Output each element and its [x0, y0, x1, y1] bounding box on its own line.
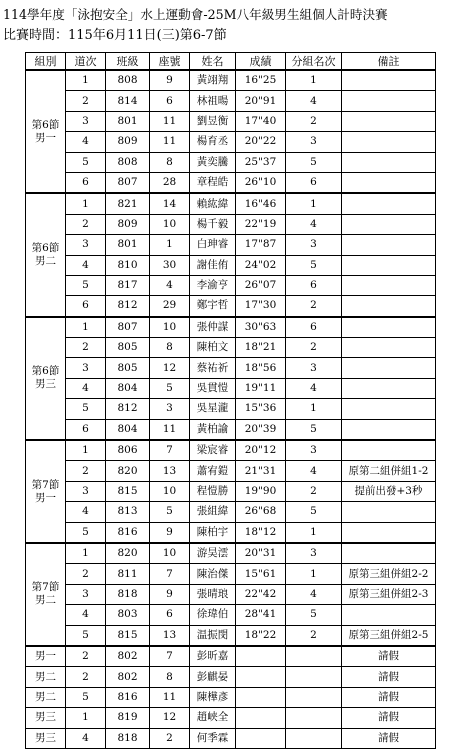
rank-cell: 2: [286, 338, 342, 358]
time-cell: 18"56: [236, 358, 286, 378]
note-cell: 原第三組併組2-2: [342, 564, 436, 584]
time-cell: 22"42: [236, 584, 286, 604]
name-cell: 張晴琅: [190, 584, 236, 604]
table-row: [26, 132, 436, 152]
header-row: [26, 53, 436, 71]
group-label-line: 男二: [35, 255, 56, 268]
time-cell: 19"90: [236, 481, 286, 501]
name-cell: 蕭宥鎧: [190, 461, 236, 481]
lane-cell: 4: [66, 502, 106, 522]
name-cell: 楊育丞: [190, 132, 236, 152]
rank-cell: 1: [286, 193, 342, 214]
note-cell: [342, 111, 436, 131]
lane-cell: 3: [66, 584, 106, 604]
absent-row: [26, 728, 436, 748]
name-cell: 温振閔: [190, 625, 236, 646]
note-cell: 原第三組併組2-3: [342, 584, 436, 604]
seat-cell: 10: [150, 543, 190, 564]
lane-cell: 4: [66, 728, 106, 748]
note-cell: [342, 296, 436, 317]
group-cell: 男二: [26, 667, 66, 687]
note-cell: [342, 70, 436, 91]
rank-cell: 1: [286, 70, 342, 91]
table-row: [26, 625, 436, 646]
time-cell: [236, 687, 286, 707]
lane-cell: 4: [66, 132, 106, 152]
class-cell: 818: [106, 584, 150, 604]
class-cell: 819: [106, 708, 150, 728]
lane-cell: 1: [66, 708, 106, 728]
lane-cell: 3: [66, 235, 106, 255]
class-cell: 809: [106, 214, 150, 234]
class-cell: 820: [106, 461, 150, 481]
time-cell: 16"46: [236, 193, 286, 214]
class-cell: 812: [106, 399, 150, 419]
lane-cell: 6: [66, 296, 106, 317]
class-cell: 821: [106, 193, 150, 214]
name-cell: 陳樺彥: [190, 687, 236, 707]
name-cell: 林祖暘: [190, 91, 236, 111]
time-cell: 20"91: [236, 91, 286, 111]
results-table: [25, 52, 436, 749]
seat-cell: 13: [150, 461, 190, 481]
rank-cell: 3: [286, 440, 342, 461]
time-cell: 20"31: [236, 543, 286, 564]
lane-cell: 5: [66, 687, 106, 707]
lane-cell: 1: [66, 543, 106, 564]
group-label-line: 第6節: [31, 118, 60, 131]
seat-cell: 6: [150, 605, 190, 625]
rank-cell: 4: [286, 461, 342, 481]
name-cell: 楊千毅: [190, 214, 236, 234]
table-row: [26, 152, 436, 172]
name-cell: 程愷勝: [190, 481, 236, 501]
group-label-cell: [26, 317, 66, 440]
competition-time: 比賽時間：115年6月11日(三)第6-7節: [3, 28, 227, 43]
note-cell: [342, 235, 436, 255]
col-header-seat: 座號: [150, 53, 190, 71]
table-row: [26, 235, 436, 255]
name-cell: 梁宸睿: [190, 440, 236, 461]
rank-cell: 3: [286, 132, 342, 152]
note-cell: [342, 152, 436, 172]
class-cell: 807: [106, 317, 150, 338]
lane-cell: 5: [66, 522, 106, 543]
seat-cell: 8: [150, 152, 190, 172]
table-row: [26, 172, 436, 193]
rank-cell: 2: [286, 481, 342, 501]
note-cell: [342, 275, 436, 295]
class-cell: 806: [106, 440, 150, 461]
rank-cell: 5: [286, 255, 342, 275]
class-cell: 815: [106, 625, 150, 646]
class-cell: 812: [106, 296, 150, 317]
time-cell: 18"12: [236, 522, 286, 543]
seat-cell: 7: [150, 646, 190, 667]
time-cell: 26"10: [236, 172, 286, 193]
class-cell: 803: [106, 605, 150, 625]
group-label-line: 第7節: [31, 478, 60, 491]
class-cell: 805: [106, 338, 150, 358]
class-cell: 807: [106, 172, 150, 193]
rank-cell: [286, 667, 342, 687]
table-row: [26, 358, 436, 378]
name-cell: 陳治傑: [190, 564, 236, 584]
name-cell: 鄭宇哲: [190, 296, 236, 317]
table-row: [26, 481, 436, 501]
rank-cell: 4: [286, 584, 342, 604]
time-cell: [236, 708, 286, 728]
group-cell: 男三: [26, 728, 66, 748]
note-cell: 原第二組併組1-2: [342, 461, 436, 481]
class-cell: 804: [106, 419, 150, 440]
seat-cell: 13: [150, 625, 190, 646]
name-cell: 何季霖: [190, 728, 236, 748]
lane-cell: 5: [66, 399, 106, 419]
seat-cell: 8: [150, 338, 190, 358]
class-cell: 816: [106, 522, 150, 543]
group-cell: 男二: [26, 687, 66, 707]
lane-cell: 2: [66, 338, 106, 358]
table-row: [26, 296, 436, 317]
time-cell: 26"68: [236, 502, 286, 522]
time-cell: 16"25: [236, 70, 286, 91]
col-header-note: 備註: [342, 53, 436, 71]
note-cell: [342, 522, 436, 543]
group-label-line: 男一: [35, 131, 56, 144]
rank-cell: 2: [286, 625, 342, 646]
note-cell: [342, 91, 436, 111]
seat-cell: 1: [150, 235, 190, 255]
time-cell: 30"63: [236, 317, 286, 338]
note-cell: 提前出發+3秒: [342, 481, 436, 501]
rank-cell: 5: [286, 419, 342, 440]
absent-row: [26, 646, 436, 667]
name-cell: 張仲謀: [190, 317, 236, 338]
seat-cell: 8: [150, 667, 190, 687]
time-cell: 18"22: [236, 625, 286, 646]
seat-cell: 9: [150, 584, 190, 604]
class-cell: 805: [106, 358, 150, 378]
name-cell: 黃翊翔: [190, 70, 236, 91]
seat-cell: 5: [150, 378, 190, 398]
time-cell: 25"37: [236, 152, 286, 172]
class-cell: 817: [106, 275, 150, 295]
name-cell: 黃奕騰: [190, 152, 236, 172]
table-row: [26, 214, 436, 234]
table-row: [26, 275, 436, 295]
name-cell: 游昊澐: [190, 543, 236, 564]
col-header-name: 姓名: [190, 53, 236, 71]
table-row: [26, 193, 436, 214]
col-header-time: 成績: [236, 53, 286, 71]
group-label-cell: [26, 193, 66, 316]
time-cell: 22"19: [236, 214, 286, 234]
seat-cell: 7: [150, 440, 190, 461]
lane-cell: 3: [66, 481, 106, 501]
group-label-line: 第6節: [31, 242, 60, 255]
time-cell: 18"21: [236, 338, 286, 358]
note-cell: [342, 440, 436, 461]
rank-cell: [286, 646, 342, 667]
group-label-line: 第6節: [31, 365, 60, 378]
seat-cell: 3: [150, 399, 190, 419]
seat-cell: 6: [150, 91, 190, 111]
table-row: [26, 399, 436, 419]
group-label-line: 男一: [35, 491, 56, 504]
rank-cell: 1: [286, 522, 342, 543]
rank-cell: 5: [286, 152, 342, 172]
class-cell: 801: [106, 235, 150, 255]
seat-cell: 7: [150, 564, 190, 584]
table-row: [26, 564, 436, 584]
absent-row: [26, 667, 436, 687]
name-cell: 章程皓: [190, 172, 236, 193]
rank-cell: 4: [286, 214, 342, 234]
time-cell: 17"40: [236, 111, 286, 131]
page-title: 114學年度「泳抱安全」水上運動會-25M八年級男生組個人計時決賽: [3, 7, 388, 22]
rank-cell: 3: [286, 358, 342, 378]
group-label-line: 第7節: [31, 581, 60, 594]
time-cell: 26"07: [236, 275, 286, 295]
time-cell: 17"30: [236, 296, 286, 317]
name-cell: 趙峡全: [190, 708, 236, 728]
seat-cell: 12: [150, 708, 190, 728]
seat-cell: 11: [150, 132, 190, 152]
time-cell: [236, 646, 286, 667]
lane-cell: 6: [66, 419, 106, 440]
table-row: [26, 70, 436, 91]
table-row: [26, 378, 436, 398]
group-label-line: 男三: [35, 378, 56, 391]
name-cell: 彭昕嘉: [190, 646, 236, 667]
table-row: [26, 419, 436, 440]
name-cell: 徐瑋伯: [190, 605, 236, 625]
absent-row: [26, 708, 436, 728]
seat-cell: 2: [150, 728, 190, 748]
class-cell: 820: [106, 543, 150, 564]
results-body: [26, 70, 436, 748]
lane-cell: 2: [66, 646, 106, 667]
seat-cell: 30: [150, 255, 190, 275]
table-row: [26, 338, 436, 358]
seat-cell: 11: [150, 111, 190, 131]
rank-cell: 2: [286, 296, 342, 317]
group-label-cell: [26, 440, 66, 543]
note-cell: [342, 399, 436, 419]
name-cell: 劉昱衡: [190, 111, 236, 131]
rank-cell: [286, 708, 342, 728]
absent-row: [26, 687, 436, 707]
table-row: [26, 543, 436, 564]
rank-cell: 1: [286, 399, 342, 419]
col-header-rank: 分組名次: [286, 53, 342, 71]
time-cell: 21"31: [236, 461, 286, 481]
seat-cell: 9: [150, 522, 190, 543]
name-cell: 吳貫愷: [190, 378, 236, 398]
class-cell: 818: [106, 728, 150, 748]
class-cell: 802: [106, 646, 150, 667]
lane-cell: 4: [66, 605, 106, 625]
note-cell: [342, 419, 436, 440]
class-cell: 815: [106, 481, 150, 501]
group-label-cell: [26, 70, 66, 193]
lane-cell: 5: [66, 275, 106, 295]
lane-cell: 2: [66, 461, 106, 481]
col-header-group: 組別: [26, 53, 66, 71]
seat-cell: 4: [150, 275, 190, 295]
lane-cell: 3: [66, 358, 106, 378]
note-cell: 原第三組併組2-5: [342, 625, 436, 646]
time-cell: 20"12: [236, 440, 286, 461]
rank-cell: [286, 728, 342, 748]
class-cell: 811: [106, 564, 150, 584]
time-cell: 15"36: [236, 399, 286, 419]
name-cell: 陳柏文: [190, 338, 236, 358]
lane-cell: 6: [66, 172, 106, 193]
note-cell: [342, 132, 436, 152]
time-cell: 19"11: [236, 378, 286, 398]
class-cell: 809: [106, 132, 150, 152]
time-cell: 20"22: [236, 132, 286, 152]
name-cell: 陳柏宇: [190, 522, 236, 543]
lane-cell: 4: [66, 378, 106, 398]
rank-cell: 6: [286, 275, 342, 295]
rank-cell: 1: [286, 564, 342, 584]
seat-cell: 28: [150, 172, 190, 193]
class-cell: 808: [106, 70, 150, 91]
group-cell: 男一: [26, 646, 66, 667]
rank-cell: 4: [286, 378, 342, 398]
table-row: [26, 91, 436, 111]
name-cell: 張組緯: [190, 502, 236, 522]
note-cell: [342, 338, 436, 358]
time-cell: 15"61: [236, 564, 286, 584]
time-cell: [236, 728, 286, 748]
col-header-lane: 道次: [66, 53, 106, 71]
class-cell: 804: [106, 378, 150, 398]
seat-cell: 11: [150, 687, 190, 707]
time-cell: 17"87: [236, 235, 286, 255]
note-cell: 請假: [342, 667, 436, 687]
table-row: [26, 522, 436, 543]
class-cell: 810: [106, 255, 150, 275]
note-cell: [342, 358, 436, 378]
note-cell: 請假: [342, 646, 436, 667]
lane-cell: 5: [66, 152, 106, 172]
class-cell: 802: [106, 667, 150, 687]
lane-cell: 2: [66, 91, 106, 111]
rank-cell: 6: [286, 317, 342, 338]
note-cell: 請假: [342, 728, 436, 748]
name-cell: 黃柏諭: [190, 419, 236, 440]
note-cell: 請假: [342, 687, 436, 707]
time-cell: 28"41: [236, 605, 286, 625]
seat-cell: 5: [150, 502, 190, 522]
seat-cell: 10: [150, 214, 190, 234]
lane-cell: 2: [66, 667, 106, 687]
name-cell: 白珅睿: [190, 235, 236, 255]
time-cell: 24"02: [236, 255, 286, 275]
note-cell: [342, 502, 436, 522]
group-label-line: 男二: [35, 594, 56, 607]
table-row: [26, 255, 436, 275]
lane-cell: 1: [66, 70, 106, 91]
note-cell: [342, 378, 436, 398]
class-cell: 814: [106, 91, 150, 111]
rank-cell: 2: [286, 111, 342, 131]
note-cell: [342, 193, 436, 214]
table-row: [26, 440, 436, 461]
lane-cell: 1: [66, 317, 106, 338]
name-cell: 李渝亨: [190, 275, 236, 295]
class-cell: 801: [106, 111, 150, 131]
rank-cell: 3: [286, 543, 342, 564]
note-cell: [342, 317, 436, 338]
seat-cell: 29: [150, 296, 190, 317]
class-cell: 808: [106, 152, 150, 172]
rank-cell: 4: [286, 91, 342, 111]
name-cell: 賴紘緯: [190, 193, 236, 214]
lane-cell: 2: [66, 214, 106, 234]
seat-cell: 12: [150, 358, 190, 378]
name-cell: 吳星瀧: [190, 399, 236, 419]
name-cell: 蔡祐祈: [190, 358, 236, 378]
table-row: [26, 502, 436, 522]
group-label-cell: [26, 543, 66, 646]
time-cell: [236, 667, 286, 687]
group-cell: 男三: [26, 708, 66, 728]
lane-cell: 4: [66, 255, 106, 275]
note-cell: [342, 543, 436, 564]
note-cell: [342, 214, 436, 234]
note-cell: [342, 255, 436, 275]
rank-cell: 5: [286, 605, 342, 625]
class-cell: 816: [106, 687, 150, 707]
note-cell: [342, 605, 436, 625]
note-cell: [342, 172, 436, 193]
rank-cell: 6: [286, 172, 342, 193]
note-cell: 請假: [342, 708, 436, 728]
table-row: [26, 584, 436, 604]
table-row: [26, 605, 436, 625]
seat-cell: 14: [150, 193, 190, 214]
seat-cell: 10: [150, 317, 190, 338]
table-row: [26, 111, 436, 131]
rank-cell: 5: [286, 502, 342, 522]
table-row: [26, 317, 436, 338]
col-header-class: 班級: [106, 53, 150, 71]
lane-cell: 2: [66, 564, 106, 584]
class-cell: 813: [106, 502, 150, 522]
lane-cell: 5: [66, 625, 106, 646]
table-row: [26, 461, 436, 481]
seat-cell: 9: [150, 70, 190, 91]
name-cell: 彭麒晏: [190, 667, 236, 687]
name-cell: 謝佳侑: [190, 255, 236, 275]
lane-cell: 1: [66, 193, 106, 214]
seat-cell: 10: [150, 481, 190, 501]
lane-cell: 1: [66, 440, 106, 461]
rank-cell: 3: [286, 235, 342, 255]
time-cell: 20"39: [236, 419, 286, 440]
rank-cell: [286, 687, 342, 707]
seat-cell: 11: [150, 419, 190, 440]
lane-cell: 3: [66, 111, 106, 131]
